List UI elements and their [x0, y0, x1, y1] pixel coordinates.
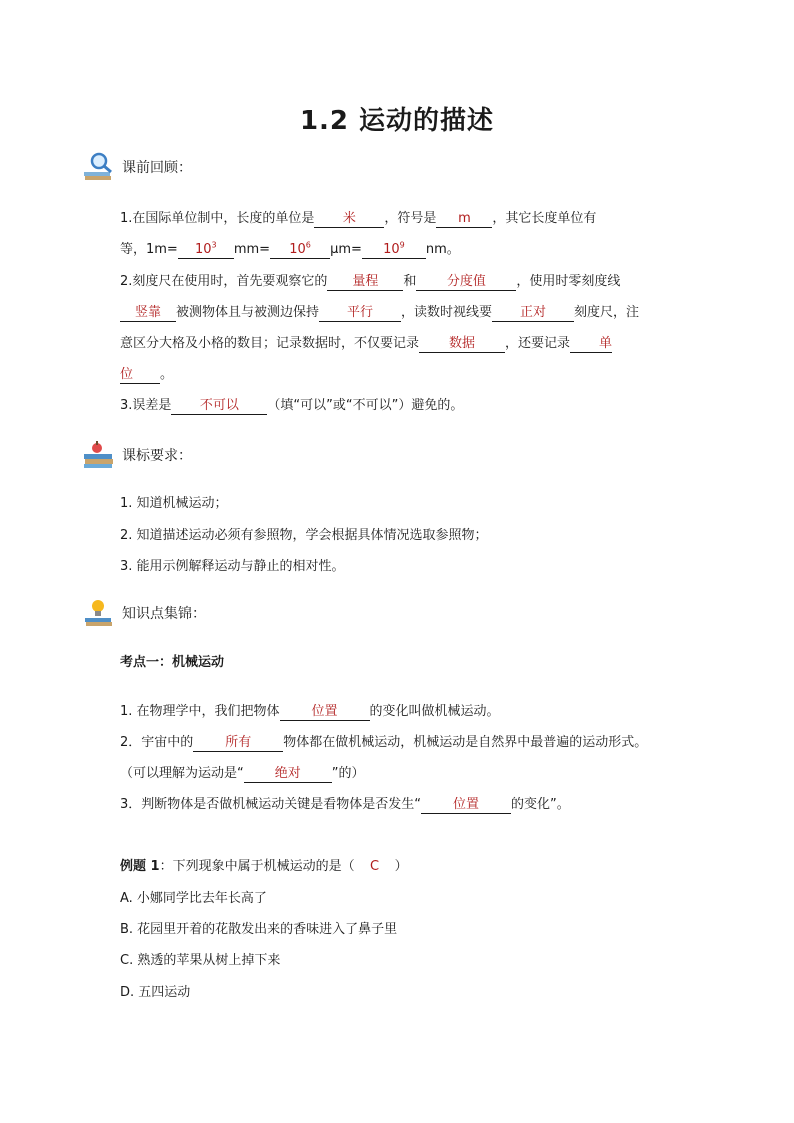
answer-blank: 量程	[327, 273, 403, 291]
example-answer: C	[370, 859, 380, 874]
example-option-d: D. 五四运动	[120, 985, 191, 1000]
review-line-4	[120, 303, 639, 323]
answer-blank: 竖靠	[120, 304, 176, 322]
text: （可以理解为运动是“	[120, 766, 244, 781]
text: 刻度尺，注	[574, 305, 640, 320]
text: 被测物体且与被测边保持	[176, 305, 320, 320]
review-line-5	[120, 334, 612, 354]
text: ，还要记录	[505, 336, 571, 351]
answer-blank: 绝对	[244, 765, 332, 783]
knowledge-line-2	[120, 733, 647, 753]
text: mm=	[233, 242, 271, 257]
answer-blank: 分度值	[416, 273, 516, 291]
answer-blank: 不可以	[171, 397, 267, 415]
section-standards-label: 课标要求：	[122, 448, 192, 464]
section-standards-header	[82, 440, 192, 470]
example-option-b: B. 花园里开着的花散发出来的香味进入了鼻子里	[120, 922, 398, 937]
answer-blank: 单	[570, 335, 612, 353]
answer-exponent: 6	[305, 240, 311, 250]
answer-blank: 位置	[280, 703, 370, 721]
text: 2.刻度尺在使用时，首先要观察它的	[120, 274, 328, 289]
text: 1.在国际单位制中，长度的单位是	[120, 211, 315, 226]
text: 物体都在做机械运动，机械运动是自然界中最普遍的运动形式。	[283, 735, 648, 750]
section-knowledge-header	[82, 598, 206, 628]
text: 3.误差是	[120, 398, 172, 413]
answer-blank	[362, 241, 426, 259]
review-line-3	[120, 272, 620, 292]
answer-blank: 所有	[193, 734, 283, 752]
text: 1. 在物理学中，我们把物体	[120, 704, 280, 719]
review-line-1	[120, 209, 596, 229]
review-line-2	[120, 240, 460, 260]
bulb-books-icon	[82, 598, 116, 628]
text: ，其它长度单位有	[492, 211, 597, 226]
example-label: 例题 1	[120, 859, 160, 874]
text: （填“可以”或“不可以”）避免的。	[267, 398, 464, 413]
text: 意区分大格及小格的数目；记录数据时，不仅要记录	[120, 336, 420, 351]
answer-blank: 米	[314, 210, 384, 228]
answer-base: 10	[195, 242, 212, 257]
standard-item: 2. 知道描述运动必须有参照物，学会根据具体情况选取参照物；	[120, 528, 488, 543]
knowledge-line-3	[120, 764, 365, 784]
answer-exponent: 9	[399, 240, 405, 250]
answer-blank	[270, 241, 330, 259]
text: 3．判断物体是否做机械运动关键是看物体是否发生“	[120, 797, 422, 812]
text: ”的）	[331, 766, 365, 781]
magnifier-books-icon	[82, 152, 116, 182]
page-title: 1.2 运动的描述	[299, 106, 495, 136]
standard-item: 1. 知道机械运动；	[120, 496, 228, 511]
text: nm。	[425, 242, 460, 257]
text: 2．宇宙中的	[120, 735, 194, 750]
answer-blank: 位置	[421, 796, 511, 814]
answer-blank: m	[436, 210, 492, 228]
point1-title: 考点一：机械运动	[120, 655, 225, 670]
text: μm=	[330, 242, 362, 257]
section-knowledge-label: 知识点集锦：	[122, 606, 206, 622]
example-option-c: C. 熟透的苹果从树上掉下来	[120, 953, 281, 968]
example-1-question	[120, 857, 408, 877]
review-line-6	[120, 365, 173, 385]
answer-base: 10	[383, 242, 400, 257]
books-apple-icon	[82, 440, 116, 470]
text: ，符号是	[384, 211, 437, 226]
text: 的变化”。	[511, 797, 570, 812]
section-review-header	[82, 152, 192, 182]
answer-blank: 位	[120, 366, 160, 384]
answer-exponent: 3	[211, 240, 217, 250]
text: 的变化叫做机械运动。	[369, 704, 500, 719]
section-review-label: 课前回顾：	[122, 160, 192, 176]
text: ，读数时视线要	[401, 305, 493, 320]
text: ）	[394, 859, 408, 874]
answer-blank	[178, 241, 234, 259]
answer-blank: 数据	[419, 335, 505, 353]
answer-base: 10	[289, 242, 306, 257]
text: 等，1m=	[120, 242, 178, 257]
review-line-7	[120, 396, 463, 416]
answer-blank: 平行	[319, 304, 401, 322]
knowledge-line-4	[120, 795, 570, 815]
text: ，使用时零刻度线	[516, 274, 621, 289]
standard-item: 3. 能用示例解释运动与静止的相对性。	[120, 559, 345, 574]
knowledge-line-1	[120, 702, 500, 722]
answer-blank: 正对	[492, 304, 574, 322]
text: 和	[403, 274, 417, 289]
example-option-a: A. 小娜同学比去年长高了	[120, 891, 267, 906]
text: 。	[160, 367, 174, 382]
text: ：下列现象中属于机械运动的是（	[159, 859, 355, 874]
